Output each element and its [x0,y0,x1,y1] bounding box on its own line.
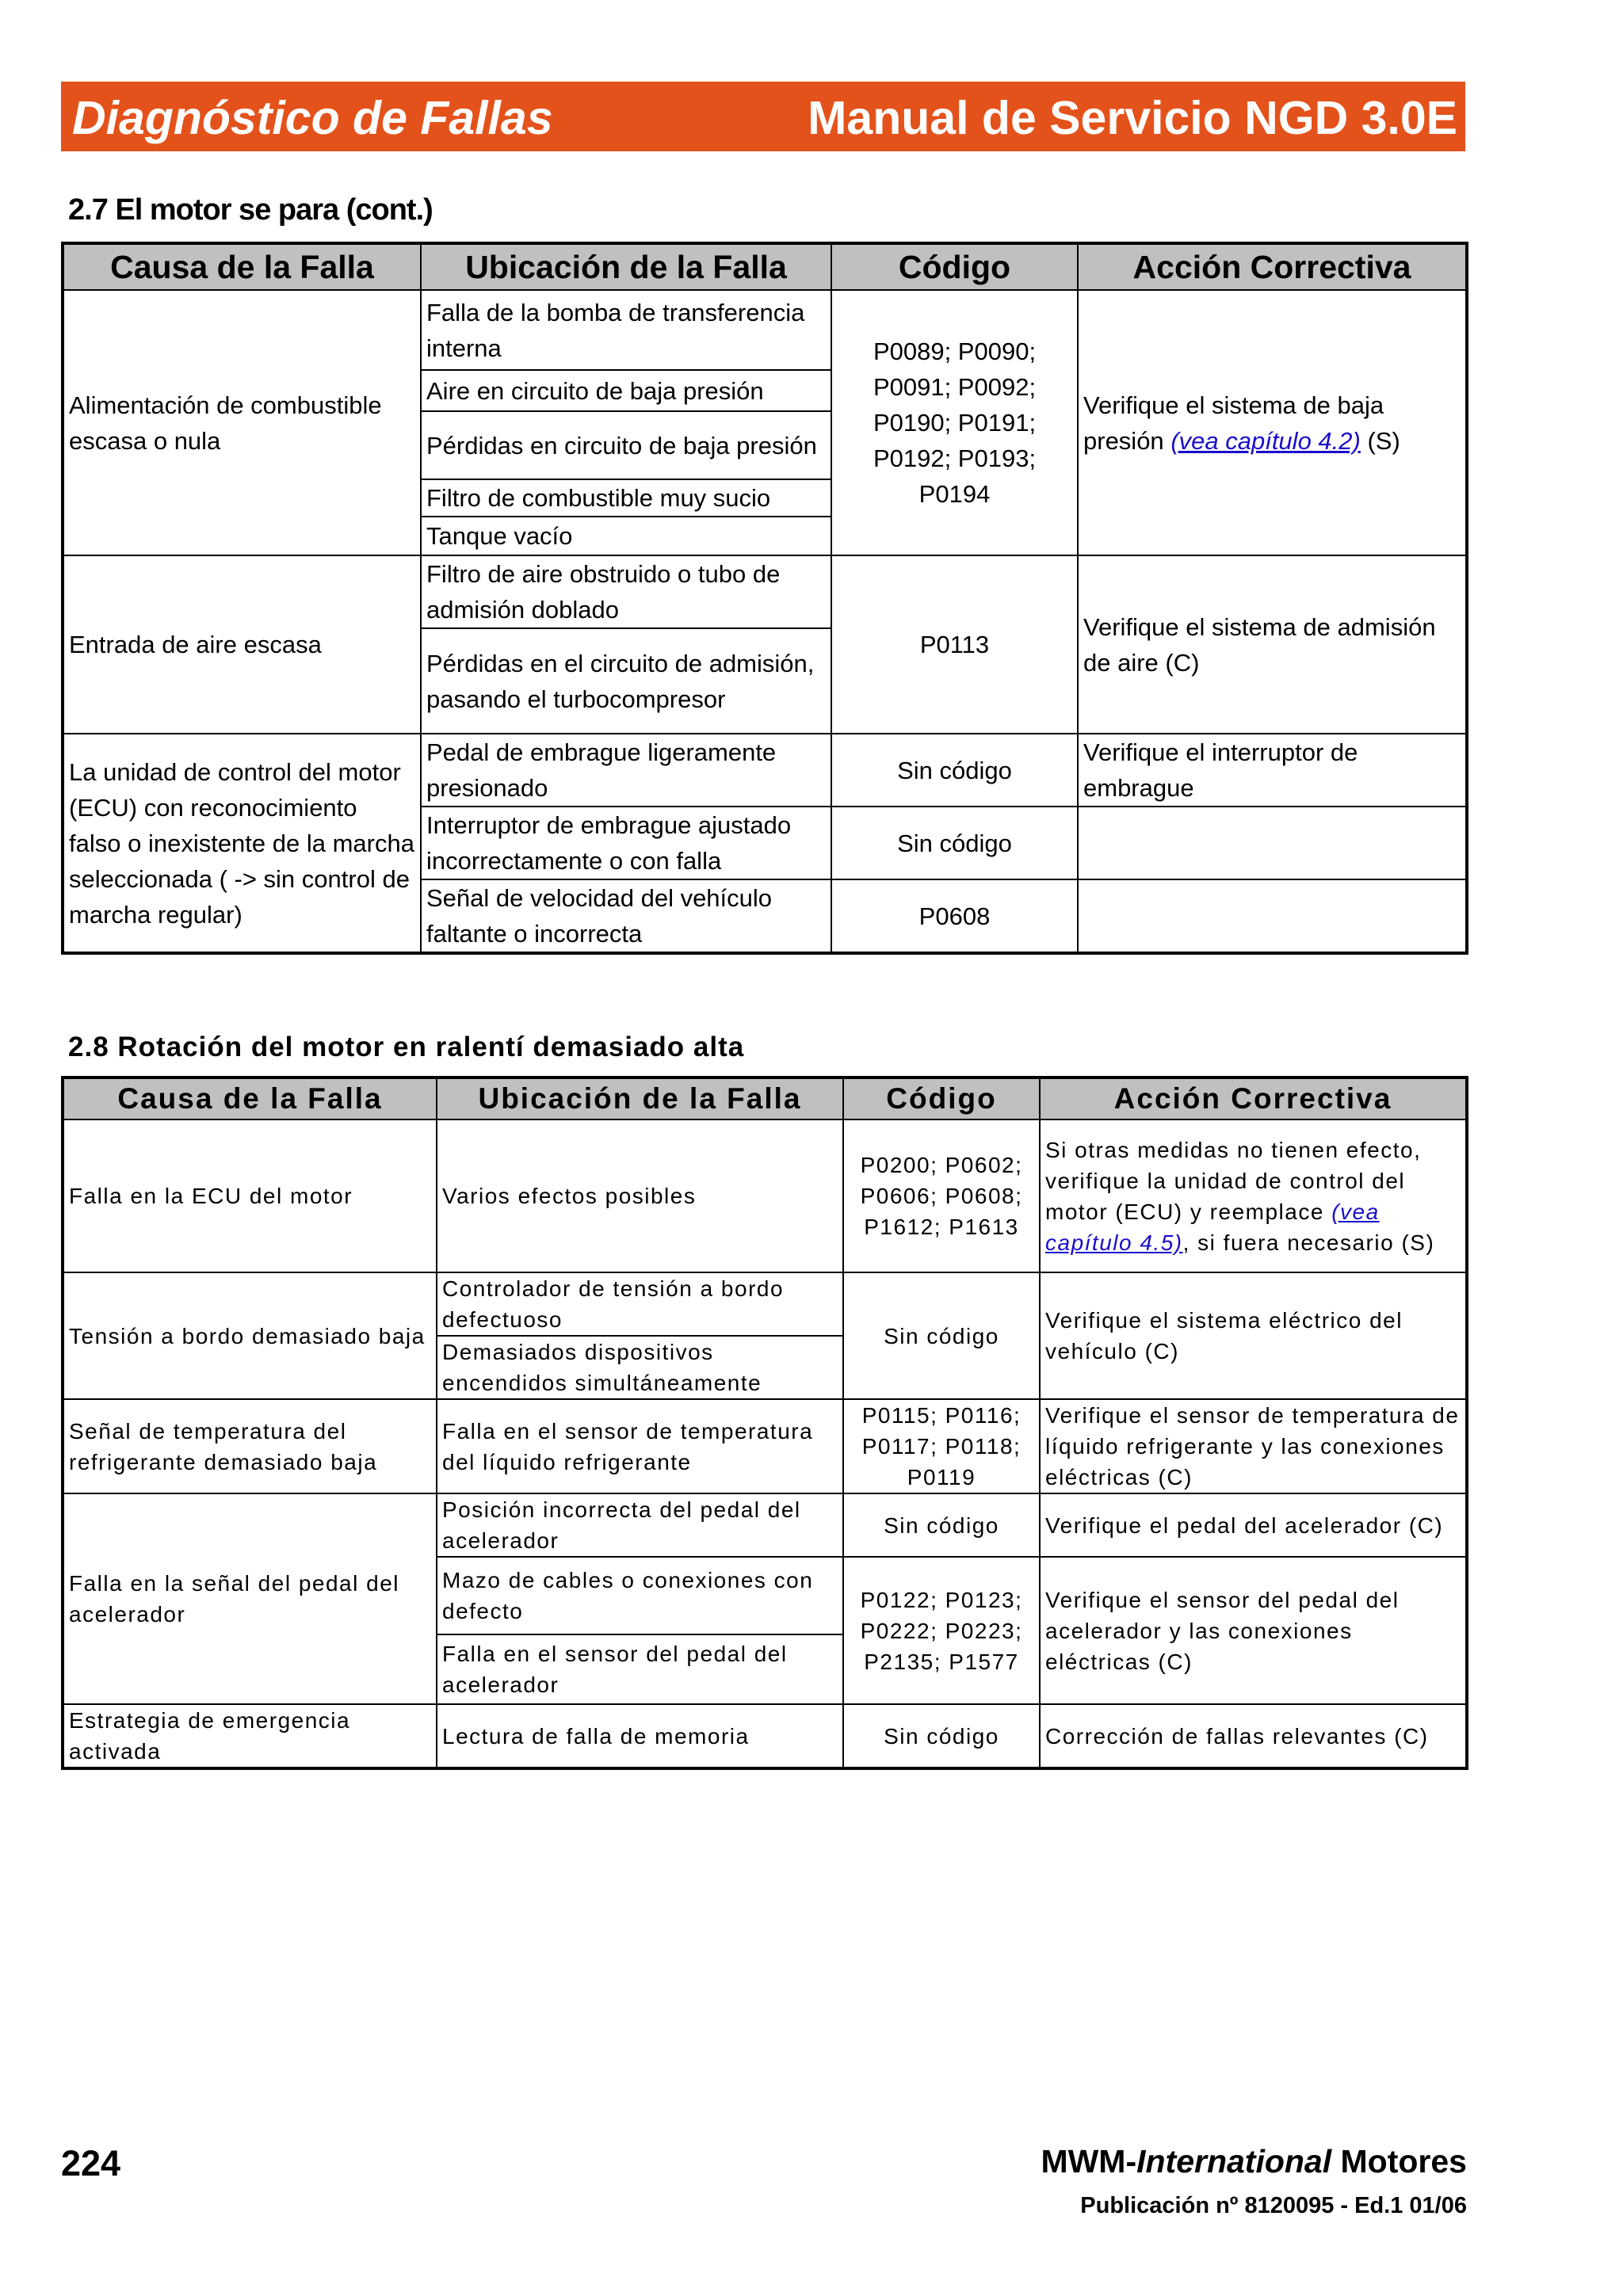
table-row [63,734,1467,807]
action-cell: Verifique el sistema de admisión de aire (C) [1078,555,1467,734]
table-header-row [63,243,1467,290]
action-cell: Verifique el sistema eléctrico del vehículo (C) [1040,1272,1467,1399]
location-cell: Falla de la bomba de transferencia interna [421,290,831,370]
location-cell: Falla en el sensor del pedal del acelerador [437,1634,843,1704]
code-cell: P0115; P0116; P0117; P0118; P0119 [843,1399,1040,1493]
brand-suffix: Motores [1331,2143,1467,2180]
publication-info: Publicación nº 8120095 - Ed.1 01/06 [1080,2193,1467,2218]
location-cell: Pedal de embrague ligeramente presionado [421,734,831,807]
location-cell: Pérdidas en circuito de baja presión [421,411,831,479]
location-cell: Mazo de cables o conexiones con defecto [437,1557,843,1634]
column-header-code: Código [831,243,1078,290]
table-row [63,1272,1467,1336]
action-cell: Verifique el sensor de temperatura de líquido refrigerante y las conexiones eléctricas (C) [1040,1399,1467,1493]
cause-cell: Tensión a bordo demasiado baja [63,1272,437,1399]
header-manual-title: Manual de Servicio NGD 3.0E [808,92,1457,144]
code-cell: Sin código [843,1704,1040,1768]
brand-name [1041,2143,1467,2180]
location-cell: Falla en el sensor de temperatura del líquido refrigerante [437,1399,843,1493]
table-row [63,290,1467,370]
header-section-title: Diagnóstico de Fallas [72,92,553,144]
location-cell: Señal de velocidad del vehículo faltante o incorrecta [421,879,831,953]
location-cell: Varios efectos posibles [437,1119,843,1272]
location-cell: Interruptor de embrague ajustado incorrectamente o con falla [421,807,831,879]
table-2-7 [61,242,1468,955]
table-header-row [63,1077,1467,1119]
action-cell: Verifique el sensor del pedal del acelerador y las conexiones eléctricas (C) [1040,1557,1467,1704]
location-cell: Aire en circuito de baja presión [421,370,831,411]
section-2-8-title: 2.8 Rotación del motor en ralentí demasiado alta [68,1032,745,1062]
code-cell: P0200; P0602; P0606; P0608; P1612; P1613 [843,1119,1040,1272]
action-cell [1078,879,1467,953]
column-header-location: Ubicación de la Falla [437,1077,843,1119]
header-bar [61,82,1465,151]
column-header-code: Código [843,1077,1040,1119]
action-text: Si otras medidas no tienen efecto, verifique la unidad de control del motor (ECU) y reemplace [1045,1137,1422,1224]
chapter-link[interactable]: (vea capítulo 4.5) [1045,1199,1380,1255]
table-row [63,1493,1467,1557]
table-row [63,555,1467,628]
action-cell [1078,290,1467,555]
cause-cell: Falla en la señal del pedal del acelerador [63,1493,437,1704]
code-cell: Sin código [831,807,1078,879]
brand-prefix: MWM- [1041,2143,1137,2180]
cause-cell: Falla en la ECU del motor [63,1119,437,1272]
location-cell: Filtro de combustible muy sucio [421,479,831,517]
code-cell: P0122; P0123; P0222; P0223; P2135; P1577 [843,1557,1040,1704]
code-cell: Sin código [831,734,1078,807]
column-header-location: Ubicación de la Falla [421,243,831,290]
chapter-link[interactable]: (vea capítulo 4.2) [1170,426,1361,455]
table-row [63,1399,1467,1493]
table-row [63,1704,1467,1768]
location-cell: Filtro de aire obstruido o tubo de admisión doblado [421,555,831,628]
action-cell: Corrección de fallas relevantes (C) [1040,1704,1467,1768]
column-header-action: Acción Correctiva [1040,1077,1467,1119]
column-header-cause: Causa de la Falla [63,243,421,290]
column-header-cause: Causa de la Falla [63,1077,437,1119]
location-cell: Lectura de falla de memoria [437,1704,843,1768]
code-cell: P0089; P0090; P0091; P0092; P0190; P0191; P0192; P0193; P0194 [831,290,1078,555]
location-cell: Posición incorrecta del pedal del acelerador [437,1493,843,1557]
action-cell: Verifique el interruptor de embrague [1078,734,1467,807]
location-cell: Tanque vacío [421,517,831,555]
cause-cell: Estrategia de emergencia activada [63,1704,437,1768]
column-header-action: Acción Correctiva [1078,243,1467,290]
code-cell: P0113 [831,555,1078,734]
code-cell: P0608 [831,879,1078,953]
table-row [63,1119,1467,1272]
cause-cell: La unidad de control del motor (ECU) con reconocimiento falso o inexistente de la marcha seleccionada ( -> sin control de marcha regular) [63,734,421,953]
action-suffix: , si fuera necesario (S) [1182,1230,1435,1255]
cause-cell: Entrada de aire escasa [63,555,421,734]
action-cell: Verifique el pedal del acelerador (C) [1040,1493,1467,1557]
cause-cell: Señal de temperatura del refrigerante demasiado baja [63,1399,437,1493]
section-2-7-title: 2.7 El motor se para (cont.) [68,193,433,227]
code-cell: Sin código [843,1272,1040,1399]
cause-cell: Alimentación de combustible escasa o nula [63,290,421,555]
location-cell: Controlador de tensión a bordo defectuoso [437,1272,843,1336]
action-suffix: (S) [1367,426,1400,455]
location-cell: Pérdidas en el circuito de admisión, pasando el turbocompresor [421,628,831,734]
action-text: Verifique el sistema de baja presión [1083,391,1384,455]
location-cell: Demasiados dispositivos encendidos simultáneamente [437,1336,843,1399]
page-number: 224 [61,2143,121,2183]
action-cell [1040,1119,1467,1272]
table-2-8 [61,1076,1468,1770]
action-cell [1078,807,1467,879]
code-cell: Sin código [843,1493,1040,1557]
brand-italic: International [1136,2143,1332,2180]
